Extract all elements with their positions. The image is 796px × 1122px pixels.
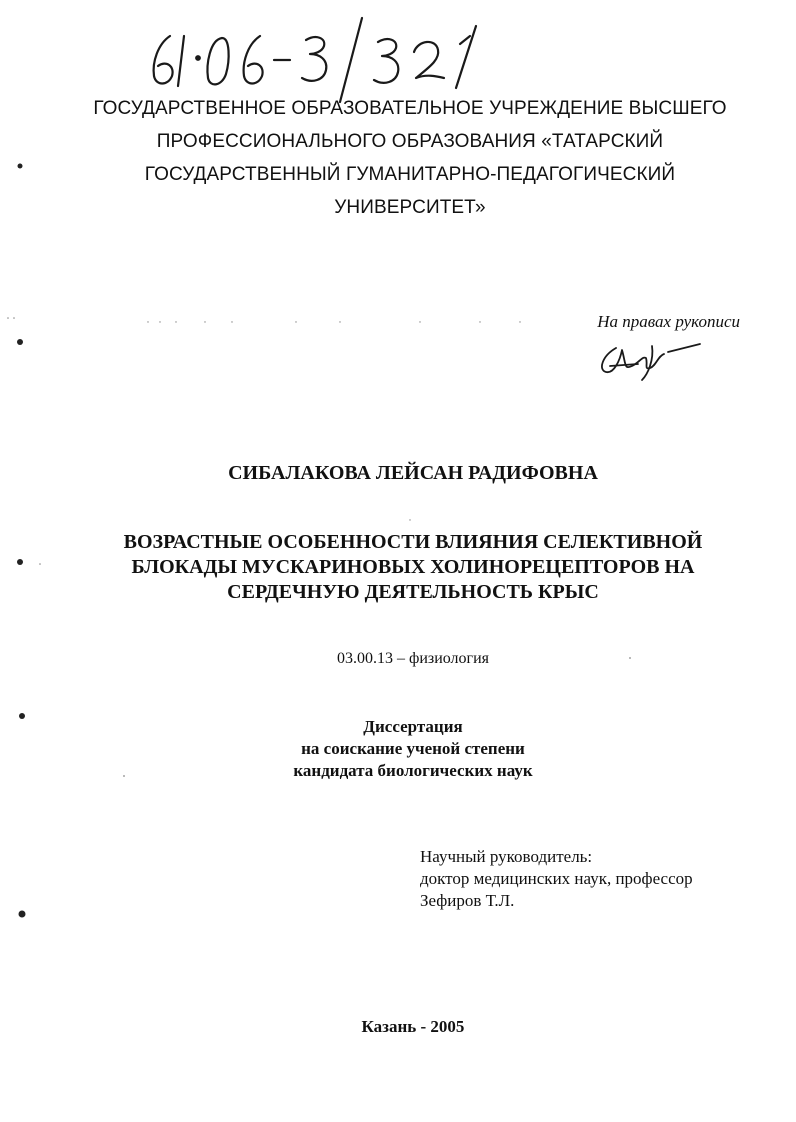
supervisor-line: Зефиров Т.Л. <box>420 891 515 910</box>
degree-line: Диссертация <box>363 717 463 736</box>
place-year: Казань - 2005 <box>361 1017 465 1036</box>
institution-line: ГОСУДАРСТВЕННЫЙ ГУМАНИТАРНО-ПЕДАГОГИЧЕСКИЙ <box>144 164 676 185</box>
handwritten-archive-number <box>140 14 520 104</box>
specialty: 03.00.13 – физиология <box>336 650 490 667</box>
degree-line: на соискание ученой степени <box>301 739 525 758</box>
institution-line: ГОСУДАРСТВЕННОЕ ОБРАЗОВАТЕЛЬНОЕ УЧРЕЖДЕНИЕ ВЫСШЕГО <box>93 98 727 119</box>
title-line: СЕРДЕЧНУЮ ДЕЯТЕЛЬНОСТЬ КРЫС <box>227 581 599 603</box>
supervisor-block <box>420 846 760 912</box>
rights-note: На правах рукописи <box>597 312 740 331</box>
supervisor-line: Научный руководитель: <box>420 847 593 866</box>
title-line: БЛОКАДЫ МУСКАРИНОВЫХ ХОЛИНОРЕЦЕПТОРОВ НА <box>131 556 695 578</box>
signature <box>596 334 706 384</box>
institution-line: ПРОФЕССИОНАЛЬНОГО ОБРАЗОВАНИЯ «ТАТАРСКИЙ <box>156 131 664 152</box>
author-name: СИБАЛАКОВА ЛЕЙСАН РАДИФОВНА <box>228 462 598 484</box>
degree-line: кандидата биологических наук <box>293 761 533 780</box>
institution-name <box>80 92 740 224</box>
title-line: ВОЗРАСТНЫЕ ОСОБЕННОСТИ ВЛИЯНИЯ СЕЛЕКТИВНОЙ <box>123 531 703 553</box>
supervisor-line: доктор медицинских наук, профессор <box>420 869 693 888</box>
degree-statement <box>60 716 766 782</box>
dissertation-title <box>60 530 766 605</box>
institution-line: УНИВЕРСИТЕТ» <box>334 197 486 218</box>
